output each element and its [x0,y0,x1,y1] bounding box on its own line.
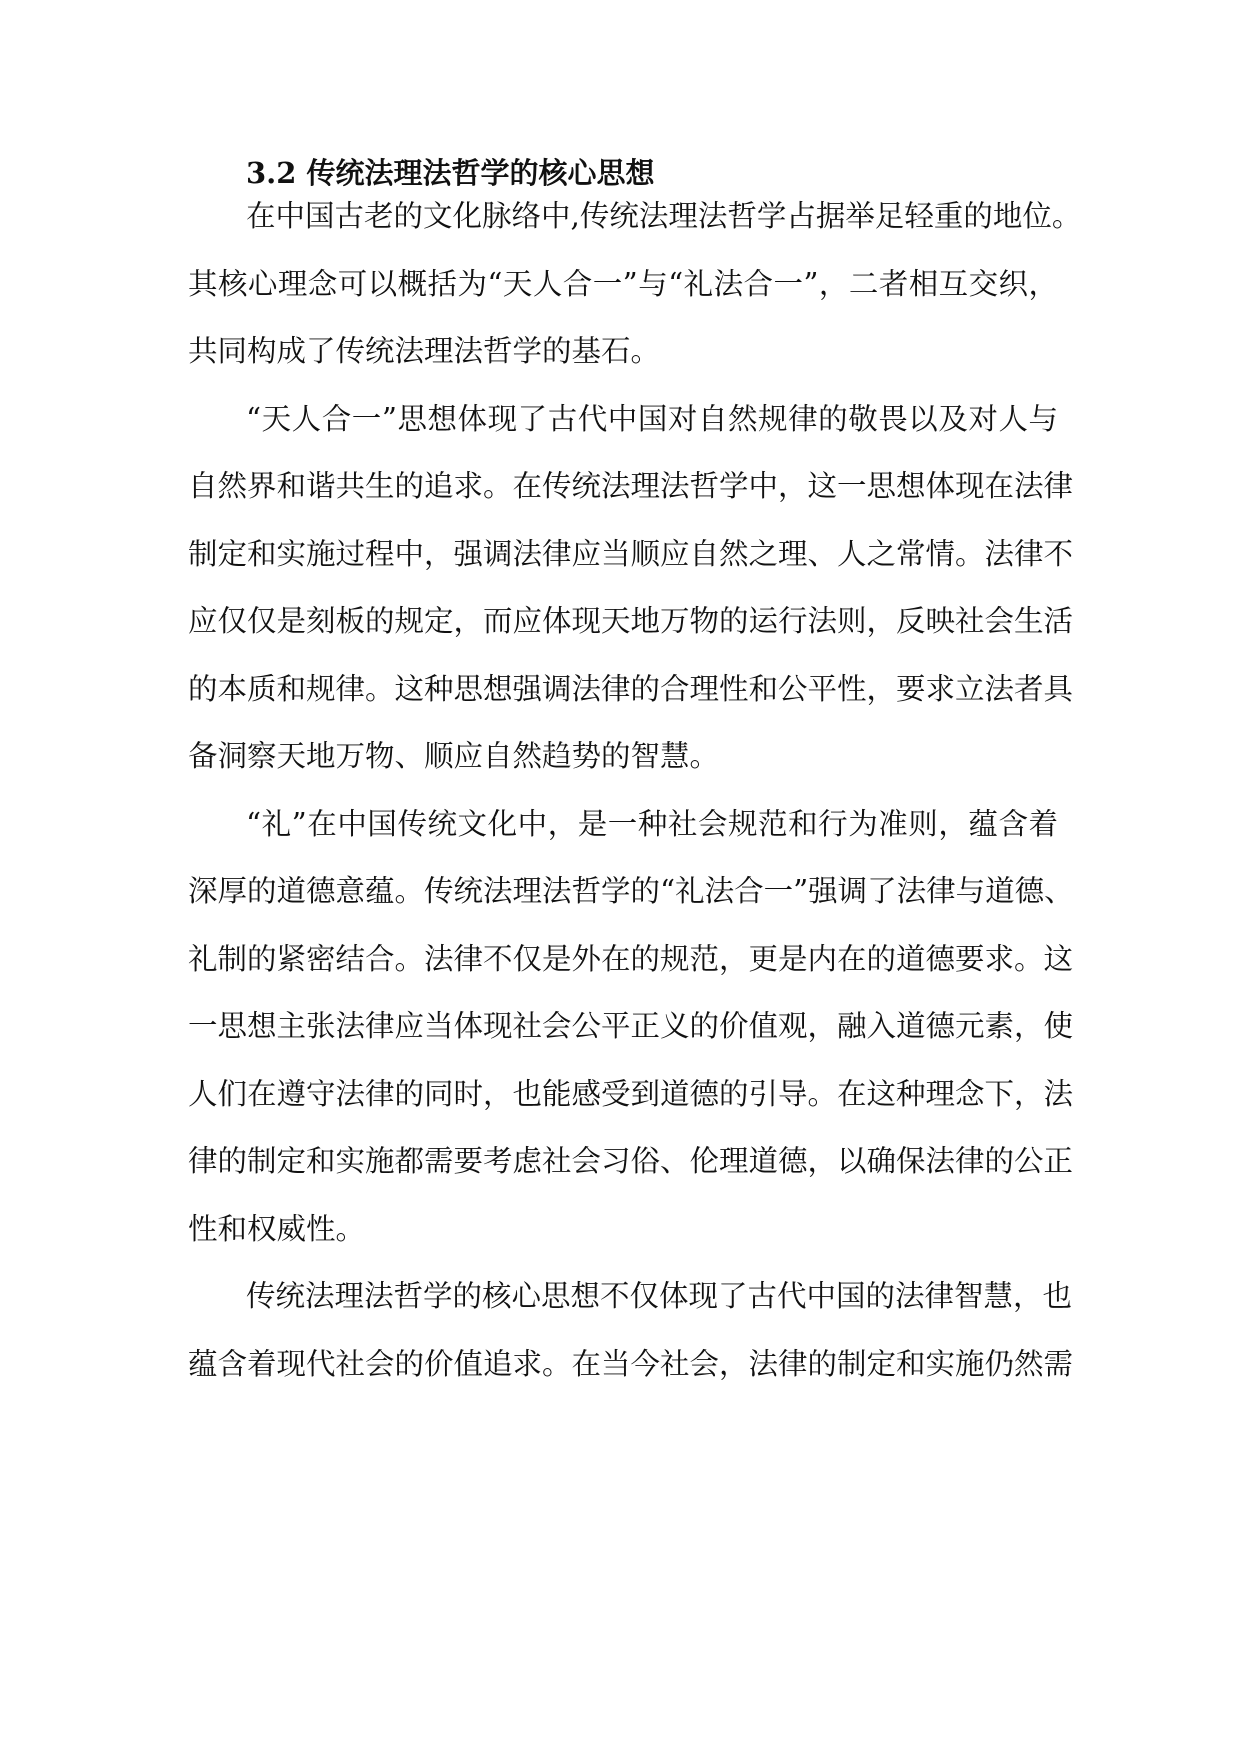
paragraph-3-line-4: 一思想主张法律应当体现社会公平正义的价值观，融入道德元素，使 [188,1009,1074,1043]
paragraph-4-line-1: 传统法理法哲学的核心思想不仅体现了古代中国的法律智慧，也 [246,1279,1073,1313]
paragraph-3-line-1: “礼”在中国传统文化中，是一种社会规范和行为准则，蕴含着 [246,807,1058,841]
paragraph-4-line-2: 蕴含着现代社会的价值追求。在当今社会，法律的制定和实施仍然需 [188,1347,1074,1381]
paragraph-1-line-3: 共同构成了传统法理法哲学的基石。 [188,334,661,368]
paragraph-2-line-1: “天人合一”思想体现了古代中国对自然规律的敬畏以及对人与 [246,402,1058,436]
paragraph-2-line-5: 的本质和规律。这种思想强调法律的合理性和公平性，要求立法者具 [188,672,1074,706]
paragraph-3-line-5: 人们在遵守法律的同时，也能感受到道德的引导。在这种理念下，法 [188,1077,1074,1111]
paragraph-2-line-4: 应仅仅是刻板的规定，而应体现天地万物的运行法则，反映社会生活 [188,604,1074,638]
section-heading: 3.2 传统法理法哲学的核心思想 [246,156,655,190]
paragraph-3-line-2: 深厚的道德意蕴。传统法理法哲学的“礼法合一”强调了法律与道德、 [188,874,1074,908]
paragraph-2-line-3: 制定和实施过程中，强调法律应当顺应自然之理、人之常情。法律不 [188,537,1074,571]
paragraph-3-line-3: 礼制的紧密结合。法律不仅是外在的规范，更是内在的道德要求。这 [188,942,1074,976]
paragraph-2-line-2: 自然界和谐共生的追求。在传统法理法哲学中，这一思想体现在法律 [188,469,1074,503]
paragraph-3-line-6: 律的制定和实施都需要考虑社会习俗、伦理道德，以确保法律的公正 [188,1144,1074,1178]
paragraph-1-line-1: 在中国古老的文化脉络中,传统法理法哲学占据举足轻重的地位。 [246,199,1082,233]
paragraph-1-line-2: 其核心理念可以概括为“天人合一”与“礼法合一”，二者相互交织， [188,267,1058,301]
paragraph-3-line-7: 性和权威性。 [188,1212,366,1246]
paragraph-2-line-6: 备洞察天地万物、顺应自然趋势的智慧。 [188,739,720,773]
